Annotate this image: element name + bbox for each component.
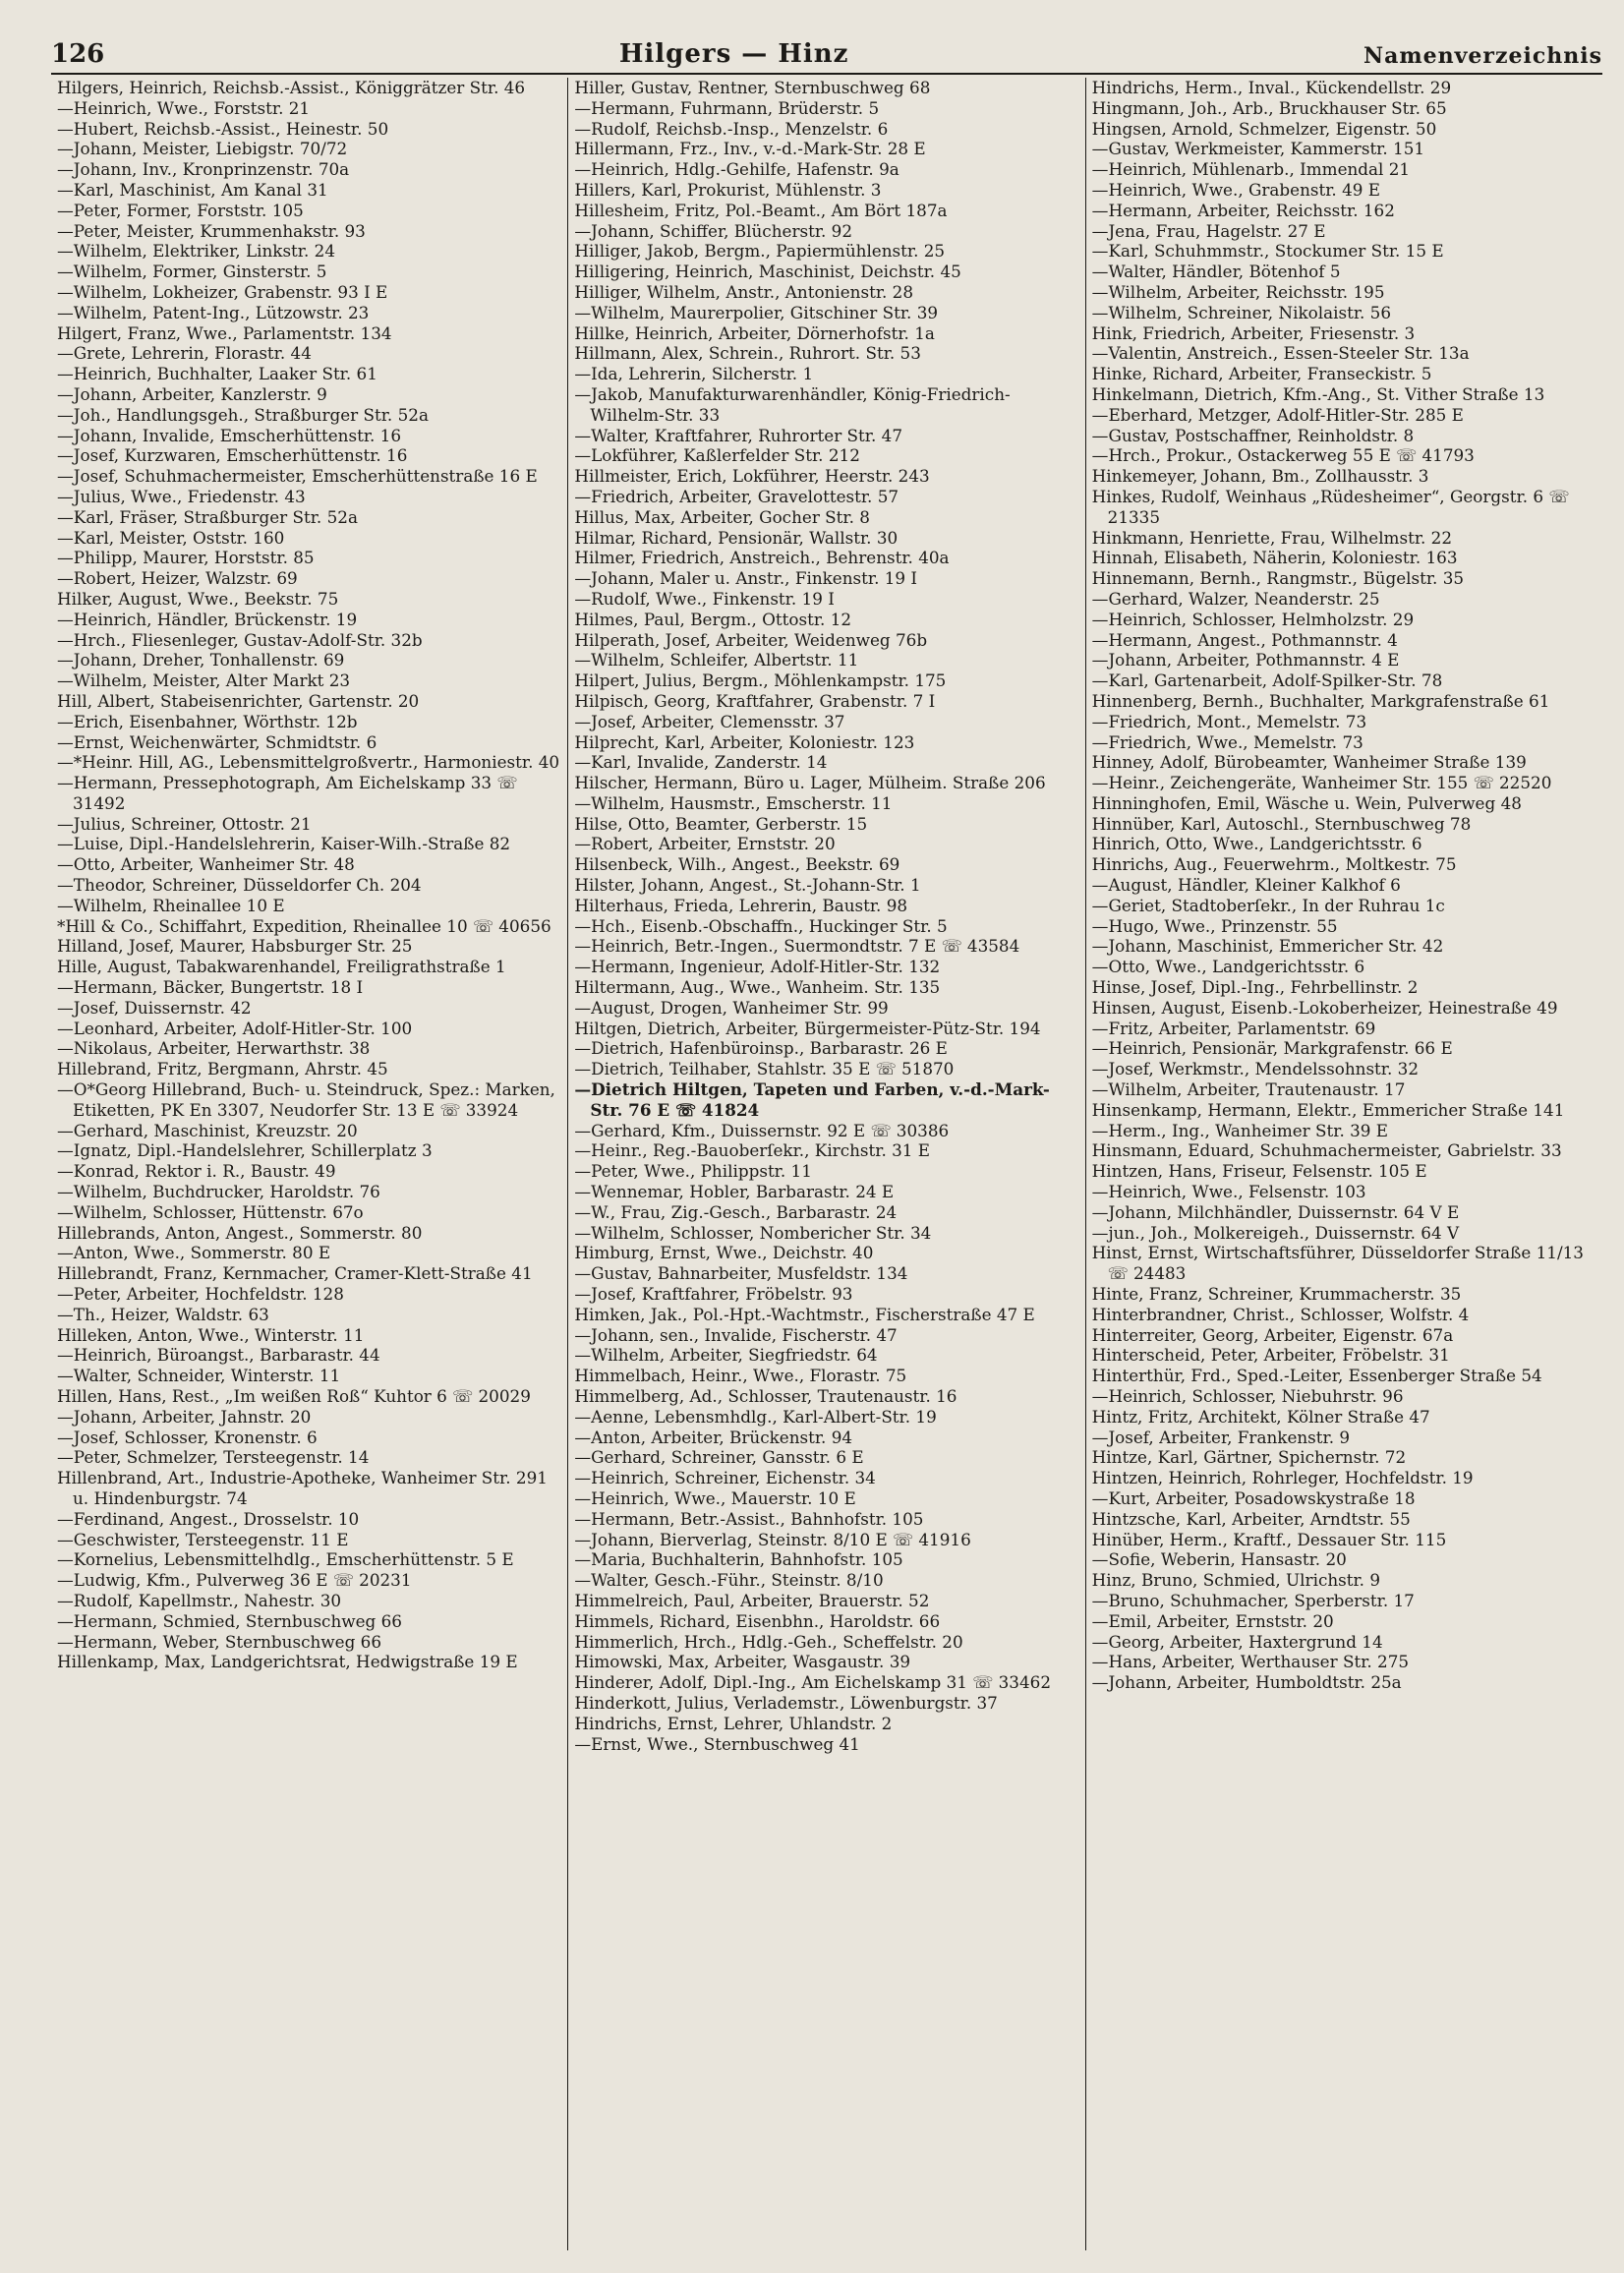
directory-entry: —Heinr., Reg.-Bauoberſekr., Kirchstr. 31 E [574, 1140, 931, 1161]
directory-entry: Hindrichs, Herm., Inval., Kückendellstr. 29 [1091, 78, 1452, 97]
directory-entry: —Josef, Kurzwaren, Emscherhüttenstr. 16 [57, 445, 408, 466]
directory-entry: Hilprecht, Karl, Arbeiter, Koloniestr. 123 [574, 731, 915, 752]
directory-entry: Hilse, Otto, Beamter, Gerberstr. 15 [574, 813, 868, 834]
directory-entry: —Wilhelm, Patent-Ing., Lützowstr. 23 [57, 302, 370, 322]
directory-entry: Hinkes, Rudolf, Weinhaus „Rüdesheimer“, Georgstr. 6 ☏ 21335 [1091, 486, 1570, 527]
directory-entry: —Heinrich, Schreiner, Eichenstr. 34 [574, 1468, 876, 1488]
directory-entry: —Heinrich, Wwe., Felsenstr. 103 [1091, 1182, 1366, 1202]
directory-entry: Hillebrands, Anton, Angest., Sommerstr. 80 [57, 1222, 423, 1243]
directory-entry: —Heinrich, Händler, Brückenstr. 19 [57, 609, 358, 629]
column-2 [567, 78, 1084, 2250]
directory-entry: Hinterreiter, Georg, Arbeiter, Eigenstr. 67a [1091, 1324, 1454, 1345]
directory-entry: Hilpisch, Georg, Kraftfahrer, Grabenstr. 7 I [574, 690, 936, 711]
directory-entry: —Johann, Arbeiter, Pothmannstr. 4 E [1091, 650, 1400, 670]
directory-entry: —Heinrich, Mühlenarb., Immendal 21 [1091, 159, 1411, 180]
page-number: 126 [51, 39, 105, 69]
directory-entry: —Emil, Arbeiter, Ernststr. 20 [1091, 1610, 1334, 1631]
directory-entry: Hinrich, Otto, Wwe., Landgerichtsstr. 6 [1091, 834, 1422, 854]
directory-entry: —Gustav, Bahnarbeiter, Musfeldstr. 134 [574, 1263, 908, 1284]
directory-entry: —Aenne, Lebensmhdlg., Karl-Albert-Str. 19 [574, 1406, 937, 1427]
directory-entry: —Wilhelm, Schlosser, Hüttenstr. 67o [57, 1201, 364, 1222]
directory-entry: Hinterthür, Frd., Sped.-Leiter, Essenberger Straße 54 [1091, 1366, 1542, 1386]
directory-entry: —Gerhard, Walzer, Neanderstr. 25 [1091, 588, 1380, 609]
directory-entry: —Gerhard, Maschinist, Kreuzstr. 20 [57, 1120, 358, 1140]
directory-entry: Hinke, Richard, Arbeiter, Franseckistr. 5 [1091, 364, 1432, 384]
directory-entry: —Josef, Arbeiter, Clemensstr. 37 [574, 711, 845, 731]
directory-entry: Hilmar, Richard, Pensionär, Wallstr. 30 [574, 527, 899, 548]
directory-entry: —Hermann, Bäcker, Bungertstr. 18 I [57, 977, 364, 998]
directory-entry: Hingsen, Arnold, Schmelzer, Eigenstr. 50 [1091, 118, 1437, 139]
directory-entry: *Hill & Co., Schiffahrt, Expedition, Rheinallee 10 ☏ 40656 [57, 915, 551, 936]
directory-entry: Hilleken, Anton, Wwe., Winterstr. 11 [57, 1324, 365, 1345]
directory-entry: —Gerhard, Schreiner, Gansstr. 6 E [574, 1447, 864, 1468]
directory-entry: Hintzsche, Karl, Arbeiter, Arndtstr. 55 [1091, 1508, 1411, 1529]
directory-entry: Hinsenkamp, Hermann, Elektr., Emmericher Straße 141 [1091, 1099, 1565, 1120]
directory-entry: Hillke, Heinrich, Arbeiter, Dörnerhofstr. 1a [574, 322, 935, 343]
directory-entry: —Johann, Maschinist, Emmericher Str. 42 [1091, 936, 1444, 957]
directory-entry: —Ernst, Weichenwärter, Schmidtstr. 6 [57, 731, 377, 752]
directory-entry: —Gerhard, Kfm., Duissernstr. 92 E ☏ 30386 [574, 1120, 950, 1140]
directory-entry: Hillenbrand, Art., Industrie-Apotheke, Wanheimer Str. 291 u. Hindenburgstr. 74 [57, 1468, 548, 1508]
directory-columns [51, 78, 1602, 2250]
directory-entry: —Johann, Invalide, Emscherhüttenstr. 16 [57, 425, 402, 445]
directory-entry: —Karl, Fräser, Straßburger Str. 52a [57, 506, 358, 527]
directory-entry: —Wilhelm, Schleifer, Albertstr. 11 [574, 650, 859, 670]
directory-entry: —Friedrich, Mont., Memelstr. 73 [1091, 711, 1367, 731]
directory-entry: Hill, Albert, Stabeisenrichter, Gartenstr. 20 [57, 690, 420, 711]
directory-entry: Himmelberg, Ad., Schlosser, Trautenaustr. 16 [574, 1386, 957, 1406]
directory-entry: Hingmann, Joh., Arb., Bruckhauser Str. 65 [1091, 97, 1447, 118]
directory-entry: —W., Frau, Zig.-Gesch., Barbarastr. 24 [574, 1201, 898, 1222]
directory-entry: Hinsen, August, Eisenb.-Lokoberheizer, Heinestraße 49 [1091, 997, 1558, 1018]
directory-entry: —Ludwig, Kfm., Pulverweg 36 E ☏ 20231 [57, 1570, 412, 1591]
directory-entry: —Theodor, Schreiner, Düsseldorfer Ch. 204 [57, 875, 422, 896]
column-1 [51, 78, 567, 2250]
directory-entry: Hilligering, Heinrich, Maschinist, Deichstr. 45 [574, 262, 961, 282]
directory-entry: Hilmes, Paul, Bergm., Ottostr. 12 [574, 609, 852, 629]
directory-entry: —Otto, Arbeiter, Wanheimer Str. 48 [57, 854, 355, 875]
directory-entry: Hinrichs, Aug., Feuerwehrm., Moltkestr. 75 [1091, 854, 1457, 875]
directory-entry: —Karl, Gartenarbeit, Adolf-Spilker-Str. 78 [1091, 670, 1443, 691]
directory-entry: Himken, Jak., Pol.-Hpt.-Wachtmstr., Fischerstraße 47 E [574, 1304, 1035, 1324]
directory-entry: Hinkemeyer, Johann, Bm., Zollhausstr. 3 [1091, 466, 1429, 487]
directory-entry: Hiltgen, Dietrich, Arbeiter, Bürgermeister-Pütz-Str. 194 [574, 1018, 1041, 1038]
directory-entry: Hilliger, Wilhelm, Anstr., Antonienstr. 28 [574, 281, 914, 302]
directory-entry: —Johann, sen., Invalide, Fischerstr. 47 [574, 1324, 898, 1345]
directory-entry: —Otto, Wwe., Landgerichtsstr. 6 [1091, 957, 1365, 977]
directory-entry: —Johann, Inv., Kronprinzenstr. 70a [57, 159, 350, 180]
directory-entry: —Dietrich, Teilhaber, Stahlstr. 35 E ☏ 51870 [574, 1059, 955, 1079]
directory-entry: —Eberhard, Metzger, Adolf-Hitler-Str. 285 E [1091, 404, 1464, 425]
directory-entry: —Johann, Milchhändler, Duissernstr. 64 V E [1091, 1201, 1460, 1222]
directory-entry: —Heinrich, Wwe., Grabenstr. 49 E [1091, 179, 1381, 200]
directory-entry: —Philipp, Maurer, Horststr. 85 [57, 548, 315, 568]
directory-entry: —Maria, Buchhalterin, Bahnhofstr. 105 [574, 1549, 903, 1570]
directory-entry: —Walter, Gesch.-Führ., Steinstr. 8/10 [574, 1570, 884, 1591]
directory-entry: Hintze, Karl, Gärtner, Spichernstr. 72 [1091, 1447, 1407, 1468]
directory-entry: —O*Georg Hillebrand, Buch- u. Steindruck, Spez.: Marken, Etiketten, PK En 3307, Neudorfer Str. 13 E ☏ 33924 [57, 1079, 555, 1120]
directory-entry: Hilker, August, Wwe., Beekstr. 75 [57, 588, 339, 609]
directory-entry: —Johann, Schiffer, Blücherstr. 92 [574, 220, 853, 241]
directory-entry: —Heinr., Zeichengeräte, Wanheimer Str. 155 ☏ 22520 [1091, 773, 1552, 793]
directory-entry: Hillebrand, Fritz, Bergmann, Ahrstr. 45 [57, 1059, 388, 1079]
directory-entry: Hilperath, Josef, Arbeiter, Weidenweg 76b [574, 629, 928, 650]
directory-entry: —Wilhelm, Schreiner, Nikolaistr. 56 [1091, 302, 1392, 322]
directory-entry: Himmerlich, Hrch., Hdlg.-Geh., Scheffelstr. 20 [574, 1631, 963, 1652]
directory-entry: —Anton, Wwe., Sommerstr. 80 E [57, 1243, 331, 1263]
directory-entry: Hinst, Ernst, Wirtschaftsführer, Düsseldorfer Straße 11/13 ☏ 24483 [1091, 1243, 1584, 1284]
directory-entry: Hilster, Johann, Angest., St.-Johann-Str. 1 [574, 875, 921, 896]
directory-entry: Hinse, Josef, Dipl.-Ing., Fehrbellinstr. 2 [1091, 977, 1419, 998]
directory-entry: —Josef, Arbeiter, Frankenstr. 9 [1091, 1427, 1351, 1447]
directory-entry: —Hermann, Pressephotograph, Am Eichelskamp 33 ☏ 31492 [57, 773, 518, 813]
directory-entry: —Julius, Schreiner, Ottostr. 21 [57, 813, 312, 834]
directory-entry: —Kurt, Arbeiter, Posadowskystraße 18 [1091, 1487, 1416, 1508]
column-3 [1085, 78, 1602, 2250]
directory-entry: —Grete, Lehrerin, Florastr. 44 [57, 343, 312, 364]
directory-entry: —Robert, Arbeiter, Ernststr. 20 [574, 834, 836, 854]
directory-entry: —Wilhelm, Former, Ginsterstr. 5 [57, 262, 327, 282]
directory-entry: —Hermann, Weber, Sternbuschweg 66 [57, 1631, 381, 1652]
directory-entry: —Hermann, Betr.-Assist., Bahnhofstr. 105 [574, 1508, 924, 1529]
directory-entry: —Konrad, Rektor i. R., Baustr. 49 [57, 1161, 336, 1182]
directory-entry: —Walter, Händler, Bötenhof 5 [1091, 262, 1341, 282]
directory-entry: —Erich, Eisenbahner, Wörthstr. 12b [57, 711, 358, 731]
directory-entry: —Ferdinand, Angest., Drosselstr. 10 [57, 1508, 360, 1529]
directory-entry: —Karl, Meister, Oststr. 160 [57, 527, 285, 548]
directory-entry: —Wilhelm, Hausmstr., Emscherstr. 11 [574, 792, 893, 813]
directory-entry: —Lokführer, Kaßlerfelder Str. 212 [574, 445, 860, 466]
directory-entry: Hillus, Max, Arbeiter, Gocher Str. 8 [574, 506, 870, 527]
directory-entry: —Hermann, Angest., Pothmannstr. 4 [1091, 629, 1398, 650]
directory-entry: —Nikolaus, Arbeiter, Herwarthstr. 38 [57, 1038, 371, 1059]
directory-entry: —Wilhelm, Lokheizer, Grabenstr. 93 I E [57, 281, 388, 302]
directory-entry: —Peter, Schmelzer, Tersteegenstr. 14 [57, 1447, 370, 1468]
directory-entry: —Peter, Wwe., Philippstr. 11 [574, 1161, 812, 1182]
directory-entry: —Th., Heizer, Waldstr. 63 [57, 1304, 269, 1324]
directory-entry: —Gustav, Werkmeister, Kammerstr. 151 [1091, 139, 1425, 159]
directory-entry: —Joh., Handlungsgeh., Straßburger Str. 52a [57, 404, 429, 425]
directory-entry: —Kornelius, Lebensmittelhdlg., Emscherhüttenstr. 5 E [57, 1549, 514, 1570]
directory-entry: Hilland, Josef, Maurer, Habsburger Str. 25 [57, 936, 413, 957]
directory-entry: Hinte, Franz, Schreiner, Krummacherstr. 35 [1091, 1284, 1462, 1305]
directory-entry: Hintzen, Hans, Friseur, Felsenstr. 105 E [1091, 1161, 1427, 1182]
directory-entry: Himmels, Richard, Eisenbhn., Haroldstr. 66 [574, 1610, 941, 1631]
directory-entry: Hilmer, Friedrich, Anstreich., Behrenstr. 40a [574, 548, 950, 568]
directory-entry: —Wennemar, Hobler, Barbarastr. 24 E [574, 1182, 895, 1202]
directory-entry: —Heinrich, Pensionär, Markgrafenstr. 66 E [1091, 1038, 1453, 1059]
name-range-title: Hilgers — Hinz [618, 39, 849, 69]
directory-entry: —Heinrich, Wwe., Forststr. 21 [57, 97, 311, 118]
directory-entry: —August, Drogen, Wanheimer Str. 99 [574, 997, 889, 1018]
directory-entry: Hinz, Bruno, Schmied, Ulrichstr. 9 [1091, 1570, 1381, 1591]
directory-entry: Himmelbach, Heinr., Wwe., Florastr. 75 [574, 1366, 907, 1386]
directory-entry: Hinninghofen, Emil, Wäsche u. Wein, Pulverweg 48 [1091, 792, 1522, 813]
directory-entry: —Jena, Frau, Hagelstr. 27 E [1091, 220, 1326, 241]
directory-entry: —Jakob, Manufakturwarenhändler, König-Friedrich-Wilhelm-Str. 33 [574, 383, 1011, 425]
directory-entry: Hintzen, Heinrich, Rohrleger, Hochfeldstr. 19 [1091, 1468, 1474, 1488]
directory-entry: —Rudolf, Kapellmstr., Nahestr. 30 [57, 1590, 342, 1610]
directory-entry: —Peter, Arbeiter, Hochfeldstr. 128 [57, 1284, 344, 1305]
directory-entry: —Josef, Werkmstr., Mendelssohnstr. 32 [1091, 1059, 1420, 1079]
directory-entry: Hinüber, Herm., Kraftf., Dessauer Str. 115 [1091, 1529, 1447, 1549]
directory-entry: —Peter, Former, Forststr. 105 [57, 200, 304, 220]
directory-entry: Hinderkott, Julius, Verlademstr., Löwenburgstr. 37 [574, 1692, 998, 1713]
directory-entry: Hinnah, Elisabeth, Näherin, Koloniestr. 163 [1091, 548, 1458, 568]
directory-entry: Hinsmann, Eduard, Schuhmachermeister, Gabrielstr. 33 [1091, 1140, 1562, 1161]
directory-entry: —Heinrich, Wwe., Mauerstr. 10 E [574, 1487, 856, 1508]
directory-entry: Himburg, Ernst, Wwe., Deichstr. 40 [574, 1243, 874, 1263]
directory-entry: Hillebrandt, Franz, Kernmacher, Cramer-Klett-Straße 41 [57, 1263, 533, 1284]
directory-entry: —Heinrich, Hdlg.-Gehilfe, Hafenstr. 9a [574, 159, 899, 180]
directory-entry: —Wilhelm, Arbeiter, Trautenaustr. 17 [1091, 1079, 1406, 1100]
directory-entry: —Johann, Meister, Liebigstr. 70/72 [57, 139, 348, 159]
directory-entry: —Hermann, Arbeiter, Reichsstr. 162 [1091, 200, 1395, 220]
directory-entry: Hinnüber, Karl, Autoschl., Sternbuschweg 78 [1091, 813, 1472, 834]
directory-entry: —Geriet, Stadtoberſekr., In der Ruhrau 1c [1091, 895, 1445, 915]
directory-entry: —Wilhelm, Arbeiter, Reichsstr. 195 [1091, 281, 1385, 302]
directory-entry: —Sofie, Weberin, Hansastr. 20 [1091, 1549, 1347, 1570]
directory-entry: —Geschwister, Tersteegenstr. 11 E [57, 1529, 349, 1549]
directory-entry: —jun., Joh., Molkereigeh., Duissernstr. 64 V [1091, 1222, 1460, 1243]
directory-entry: Hilgert, Franz, Wwe., Parlamentstr. 134 [57, 322, 392, 343]
directory-entry: —Johann, Arbeiter, Humboldtstr. 25a [1091, 1672, 1402, 1693]
directory-entry: Hillesheim, Fritz, Pol.-Beamt., Am Bört 187a [574, 200, 948, 220]
directory-entry: Hiltermann, Aug., Wwe., Wanheim. Str. 135 [574, 977, 941, 998]
directory-entry: Hillmeister, Erich, Lokführer, Heerstr. 243 [574, 466, 930, 487]
directory-entry: —Johann, Bierverlag, Steinstr. 8/10 E ☏ 41916 [574, 1529, 971, 1549]
directory-entry: Hink, Friedrich, Arbeiter, Friesenstr. 3 [1091, 322, 1416, 343]
directory-entry: —Heinrich, Schlosser, Niebuhrstr. 96 [1091, 1386, 1404, 1406]
directory-entry: —Gustav, Postschaffner, Reinholdstr. 8 [1091, 425, 1415, 445]
directory-entry: —Wilhelm, Buchdrucker, Haroldstr. 76 [57, 1182, 380, 1202]
directory-entry: Hillen, Hans, Rest., „Im weißen Roß“ Kuhtor 6 ☏ 20029 [57, 1386, 531, 1406]
directory-entry: —Rudolf, Reichsb.-Insp., Menzelstr. 6 [574, 118, 889, 139]
directory-entry: —Heinrich, Schlosser, Helmholzstr. 29 [1091, 609, 1415, 629]
directory-entry: —Wilhelm, Elektriker, Linkstr. 24 [57, 241, 335, 262]
directory-entry: —Hch., Eisenb.-Obschaffn., Huckinger Str. 5 [574, 915, 948, 936]
directory-entry: —Wilhelm, Rheinallee 10 E [57, 895, 285, 915]
directory-entry: —Robert, Heizer, Walzstr. 69 [57, 568, 298, 589]
directory-entry: —Valentin, Anstreich., Essen-Steeler Str. 13a [1091, 343, 1470, 364]
directory-entry: —August, Händler, Kleiner Kalkhof 6 [1091, 875, 1401, 896]
directory-entry: —Peter, Meister, Krummenhakstr. 93 [57, 220, 366, 241]
directory-entry: Hilliger, Jakob, Bergm., Papiermühlenstr. 25 [574, 241, 946, 262]
directory-entry: Hiller, Gustav, Rentner, Sternbuschweg 68 [574, 78, 931, 97]
directory-entry: —Johann, Arbeiter, Jahnstr. 20 [57, 1406, 312, 1427]
directory-entry: Hinderer, Adolf, Dipl.-Ing., Am Eichelskamp 31 ☏ 33462 [574, 1672, 1051, 1693]
directory-entry: —Hermann, Ingenieur, Adolf-Hitler-Str. 132 [574, 957, 941, 977]
directory-entry: Hinney, Adolf, Bürobeamter, Wanheimer Straße 139 [1091, 752, 1527, 773]
directory-entry: —Wilhelm, Meister, Alter Markt 23 [57, 670, 351, 691]
directory-entry: —Hubert, Reichsb.-Assist., Heinestr. 50 [57, 118, 389, 139]
directory-entry: Hinkmann, Henriette, Frau, Wilhelmstr. 22 [1091, 527, 1453, 548]
directory-entry: —Ida, Lehrerin, Silcherstr. 1 [574, 364, 814, 384]
directory-entry: —Heinrich, Büroangst., Barbarastr. 44 [57, 1345, 380, 1366]
directory-entry: Hinnemann, Bernh., Rangmstr., Bügelstr. 35 [1091, 568, 1465, 589]
directory-entry: —Wilhelm, Maurerpolier, Gitschiner Str. 39 [574, 302, 939, 322]
directory-entry: —Hans, Arbeiter, Werthauser Str. 275 [1091, 1652, 1410, 1672]
directory-entry: —Josef, Duissernstr. 42 [57, 997, 252, 1018]
directory-entry: Himmelreich, Paul, Arbeiter, Brauerstr. 52 [574, 1590, 930, 1610]
directory-entry: Hillenkamp, Max, Landgerichtsrat, Hedwigstraße 19 E [57, 1652, 518, 1672]
directory-entry: —Johann, Dreher, Tonhallenstr. 69 [57, 650, 345, 670]
directory-entry: —Anton, Arbeiter, Brückenstr. 94 [574, 1427, 853, 1447]
directory-entry: Hintz, Fritz, Architekt, Kölner Straße 47 [1091, 1406, 1430, 1427]
directory-entry: Hinterscheid, Peter, Arbeiter, Fröbelstr. 31 [1091, 1345, 1450, 1366]
directory-entry: Hilgers, Heinrich, Reichsb.-Assist., Königgrätzer Str. 46 [57, 78, 526, 97]
directory-entry: —Georg, Arbeiter, Haxtergrund 14 [1091, 1631, 1383, 1652]
directory-entry: Hilpert, Julius, Bergm., Möhlenkampstr. 175 [574, 670, 947, 691]
directory-entry: —Ernst, Wwe., Sternbuschweg 41 [574, 1733, 860, 1754]
directory-entry: Hilscher, Hermann, Büro u. Lager, Mülheim. Straße 206 [574, 773, 1046, 793]
directory-entry: —Heinrich, Betr.-Ingen., Suermondtstr. 7 E ☏ 43584 [574, 936, 1020, 957]
directory-entry: —Josef, Schuhmachermeister, Emscherhüttenstraße 16 E [57, 466, 538, 487]
directory-entry: Himowski, Max, Arbeiter, Wasgaustr. 39 [574, 1652, 911, 1672]
directory-entry: —Johann, Maler u. Anstr., Finkenstr. 19 I [574, 568, 918, 589]
directory-entry: —Johann, Arbeiter, Kanzlerstr. 9 [57, 383, 327, 404]
directory-entry: Hillmann, Alex, Schrein., Ruhrort. Str. 53 [574, 343, 921, 364]
directory-entry: Hilterhaus, Frieda, Lehrerin, Baustr. 98 [574, 895, 908, 915]
section-title: Namenverzeichnis [1363, 43, 1602, 69]
directory-entry: —Rudolf, Wwe., Finkenstr. 19 I [574, 588, 835, 609]
directory-entry: —Josef, Kraftfahrer, Fröbelstr. 93 [574, 1284, 853, 1305]
directory-entry: Hinnenberg, Bernh., Buchhalter, Markgrafenstraße 61 [1091, 690, 1550, 711]
directory-entry: —Josef, Schlosser, Kronenstr. 6 [57, 1427, 318, 1447]
directory-entry: Hinterbrandner, Christ., Schlosser, Wolfstr. 4 [1091, 1304, 1470, 1324]
directory-entry: —Karl, Maschinist, Am Kanal 31 [57, 179, 328, 200]
directory-entry: —Heinrich, Buchhalter, Laaker Str. 61 [57, 364, 377, 384]
directory-entry: —Julius, Wwe., Friedenstr. 43 [57, 486, 306, 506]
directory-entry: —Friedrich, Wwe., Memelstr. 73 [1091, 731, 1363, 752]
directory-entry: —Dietrich, Hafenbüroinsp., Barbarastr. 26 E [574, 1038, 948, 1059]
directory-entry: —Herm., Ing., Wanheimer Str. 39 E [1091, 1120, 1389, 1140]
directory-entry: —Hermann, Fuhrmann, Brüderstr. 5 [574, 97, 880, 118]
directory-entry: —Luise, Dipl.-Handelslehrerin, Kaiser-Wilh.-Straße 82 [57, 834, 511, 854]
directory-entry: —Bruno, Schuhmacher, Sperberstr. 17 [1091, 1590, 1415, 1610]
directory-entry: —Wilhelm, Schlosser, Nombericher Str. 34 [574, 1222, 932, 1243]
page-header [51, 35, 1602, 75]
directory-entry: —Ignatz, Dipl.-Handelslehrer, Schillerplatz 3 [57, 1140, 433, 1161]
directory-entry: —Fritz, Arbeiter, Parlamentstr. 69 [1091, 1018, 1376, 1038]
directory-entry: Hilsenbeck, Wilh., Angest., Beekstr. 69 [574, 854, 900, 875]
directory-entry: Hille, August, Tabakwarenhandel, Freiligrathstraße 1 [57, 957, 506, 977]
directory-entry: —Hrch., Fliesenleger, Gustav-Adolf-Str. 32b [57, 629, 423, 650]
directory-entry: —Hrch., Prokur., Ostackerweg 55 E ☏ 41793 [1091, 445, 1475, 466]
directory-entry: —Walter, Schneider, Winterstr. 11 [57, 1366, 341, 1386]
directory-entry: Hillers, Karl, Prokurist, Mühlenstr. 3 [574, 179, 882, 200]
directory-entry: —Hermann, Schmied, Sternbuschweg 66 [57, 1610, 402, 1631]
directory-entry: —Dietrich Hiltgen, Tapeten und Farben, v.-d.-Mark-Str. 76 E ☏ 41824 [574, 1079, 1050, 1120]
directory-entry: Hillermann, Frz., Inv., v.-d.-Mark-Str. 28 E [574, 139, 926, 159]
directory-entry: Hinkelmann, Dietrich, Kfm.-Ang., St. Vither Straße 13 [1091, 383, 1545, 404]
directory-entry: —Friedrich, Arbeiter, Gravelottestr. 57 [574, 486, 899, 506]
directory-entry: —Wilhelm, Arbeiter, Siegfriedstr. 64 [574, 1345, 878, 1366]
directory-entry: Hindrichs, Ernst, Lehrer, Uhlandstr. 2 [574, 1713, 893, 1733]
directory-entry: —Karl, Invalide, Zanderstr. 14 [574, 752, 828, 773]
directory-entry: —Leonhard, Arbeiter, Adolf-Hitler-Str. 100 [57, 1018, 413, 1038]
directory-entry: —*Heinr. Hill, AG., Lebensmittelgroßvertr., Harmoniestr. 40 [57, 752, 560, 773]
directory-entry: —Karl, Schuhmmstr., Stockumer Str. 15 E [1091, 241, 1444, 262]
directory-entry: —Hugo, Wwe., Prinzenstr. 55 [1091, 915, 1338, 936]
directory-entry: —Walter, Kraftfahrer, Ruhrorter Str. 47 [574, 425, 902, 445]
